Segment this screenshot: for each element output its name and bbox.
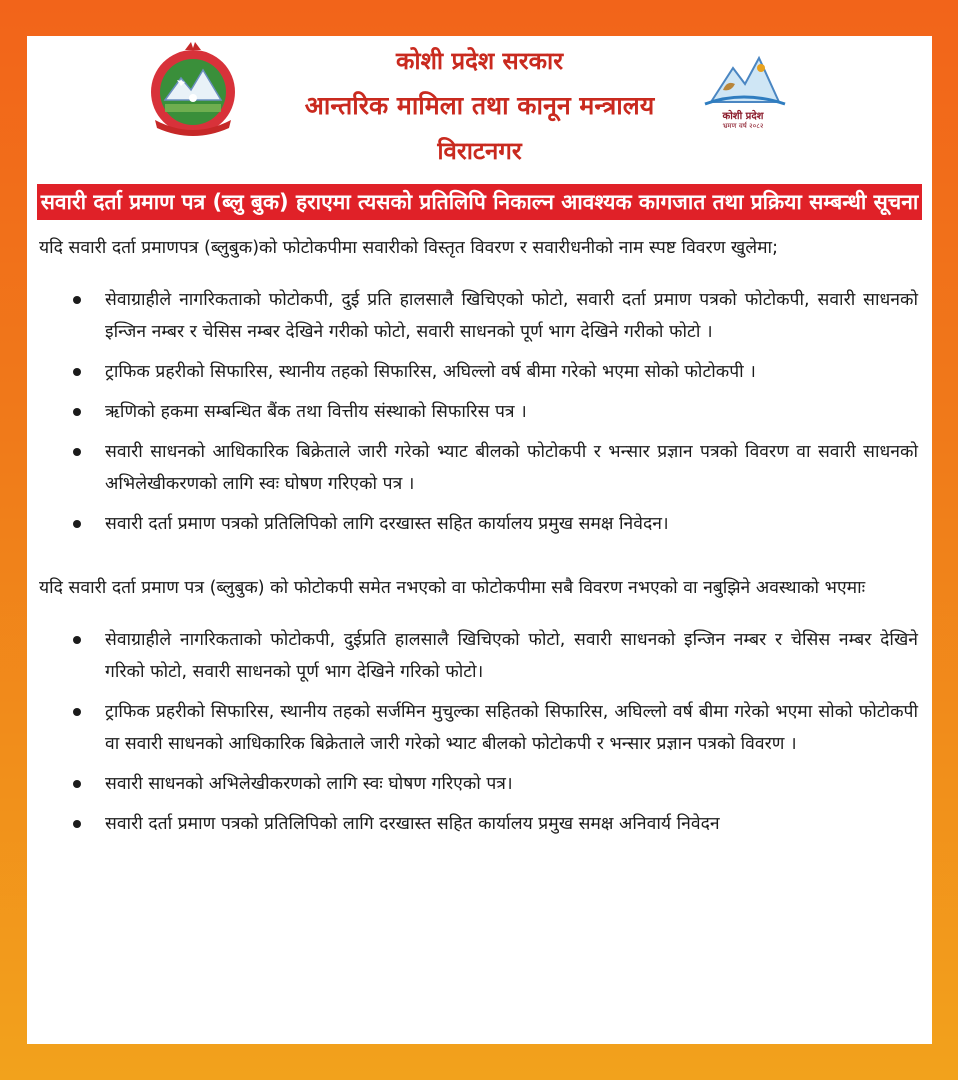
list-item-text: सवारी दर्ता प्रमाण पत्रको प्रतिलिपिको लागि दरखास्त सहित कार्यालय प्रमुख समक्ष अनिवार्य निवेदन [105, 814, 720, 834]
list-item [39, 436, 918, 500]
notice-banner [27, 178, 932, 226]
list-item [39, 356, 918, 388]
koshi-tourism-logo [697, 50, 789, 128]
list-item-text: सवारी दर्ता प्रमाण पत्रको प्रतिलिपिको लागि दरखास्त सहित कार्यालय प्रमुख समक्ष निवेदन। [105, 514, 669, 534]
list-item-text: सवारी साधनको अभिलेखीकरणको लागि स्वः घोषण गरिएको पत्र। [105, 774, 513, 794]
location-name: विराटनगर [437, 137, 522, 165]
bullet-icon [73, 636, 81, 644]
bullet-icon [73, 408, 81, 416]
list-item-text: सवारी साधनको आधिकारिक बिक्रेताले जारी गरेको भ्याट बीलको फोटोकपी र भन्सार प्रज्ञान पत्रको विवरण वा सवारी साधनको अभिलेखीकरणको लागि स्वः घोषण गरिएको पत्र । [105, 442, 918, 494]
mountain-icon [697, 50, 789, 110]
list-item-text: ट्राफिक प्रहरीको सिफारिस, स्थानीय तहको सर्जमिन मुचुल्का सहितको सिफारिस, अघिल्लो वर्ष बीमा गरेको भएमा सोको फोटोकपी वा सवारी साधनको आधिकारिक बिक्रेताले जारी गरेको भ्याट बीलको फोटोकपी र भन्सार प्रज्ञान पत्रको विवरण । [105, 702, 918, 754]
notice-content [27, 232, 932, 840]
list-item-text: सेवाग्राहीले नागरिकताको फोटोकपी, दुईप्रति हालसालै खिचिएको फोटो, सवारी साधनको इन्जिन नम्बर र चेसिस नम्बर देखिने गरिको फोटो, सवारी साधनको पूर्ण भाग देखिने गरिको फोटो। [105, 630, 918, 682]
bullet-icon [73, 520, 81, 528]
bullet-icon [73, 296, 81, 304]
bullet-icon [73, 820, 81, 828]
logo-subtext: भ्रमण वर्ष २०८२ [722, 122, 764, 130]
ministry-name: आन्तरिक मामिला तथा कानून मन्त्रालय [304, 91, 655, 120]
list-item [39, 508, 918, 540]
bullet-icon [73, 448, 81, 456]
section1-list [39, 284, 918, 540]
bullet-icon [73, 368, 81, 376]
list-item-text: ऋणिको हकमा सम्बन्धित बैंक तथा वित्तीय संस्थाको सिफारिस पत्र । [105, 402, 527, 422]
list-item-text: सेवाग्राहीले नागरिकताको फोटोकपी, दुई प्रति हालसालै खिचिएको फोटो, सवारी दर्ता प्रमाण पत्रको फोटोकपी, सवारी साधनको इन्जिन नम्बर र चेसिस नम्बर देखिने गरीको फोटो, सवारी साधनको पूर्ण भाग देखिने गरीको फोटो । [105, 290, 918, 342]
logo-text: कोशी प्रदेश [722, 111, 764, 122]
bullet-icon [73, 708, 81, 716]
bullet-icon [73, 780, 81, 788]
list-item [39, 696, 918, 760]
header [27, 36, 932, 176]
section2-intro: यदि सवारी दर्ता प्रमाण पत्र (ब्लुबुक) को फोटोकपी समेत नभएको वा फोटोकपीमा सबै विवरण नभएको वा नबुझिने अवस्थाको भएमाः [39, 578, 866, 598]
government-name: कोशी प्रदेश सरकार [395, 47, 564, 75]
list-item-text: ट्राफिक प्रहरीको सिफारिस, स्थानीय तहको सिफारिस, अघिल्लो वर्ष बीमा गरेको भएमा सोको फोटोकपी । [105, 362, 756, 382]
section1-intro: यदि सवारी दर्ता प्रमाणपत्र (ब्लुबुक)को फोटोकपीमा सवारीको विस्तृत विवरण र सवारीधनीको नाम स्पष्ट विवरण खुलेमा; [39, 238, 778, 258]
list-item [39, 808, 918, 840]
notice-title: सवारी दर्ता प्रमाण पत्र (ब्लु बुक) हराएमा त्यसको प्रतिलिपि निकाल्न आवश्यक कागजात तथा प्रक्रिया सम्बन्धी सूचना [37, 184, 923, 220]
list-item [39, 396, 918, 428]
list-item [39, 624, 918, 688]
section2-list [39, 624, 918, 840]
notice-sheet [27, 36, 932, 1044]
list-item [39, 284, 918, 348]
list-item [39, 768, 918, 800]
